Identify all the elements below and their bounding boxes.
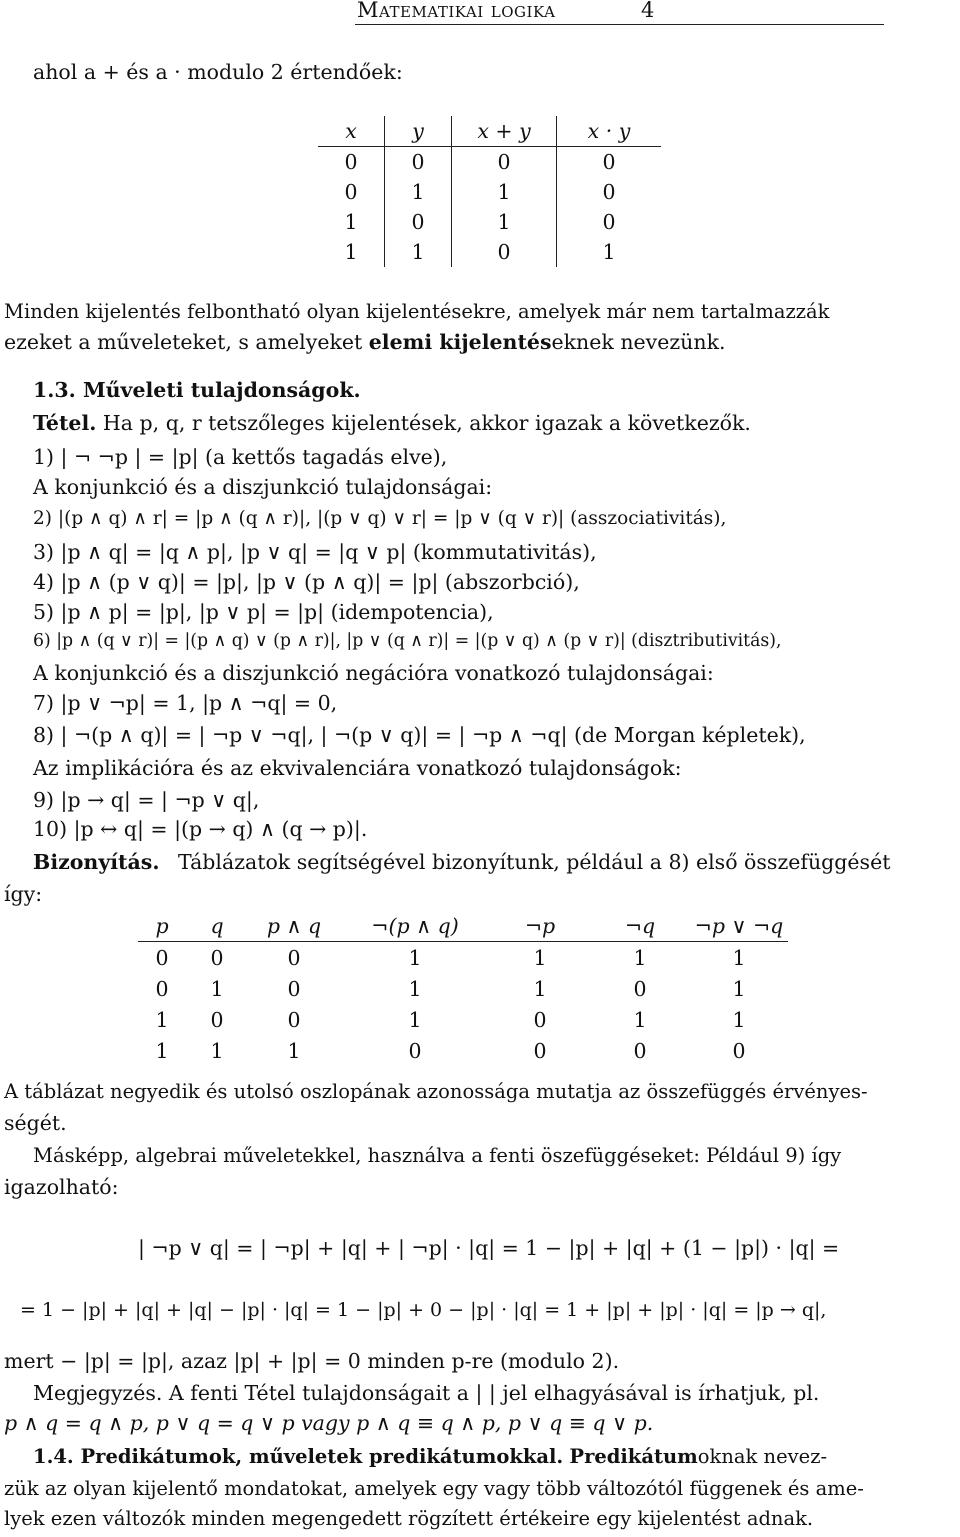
running-header-title: Matematikai logika [357, 0, 556, 22]
property-7: 7) |p ∨ ¬p| = 1, |p ∧ ¬q| = 0, [33, 691, 338, 715]
paragraph-text: oknak nevez- [697, 1445, 828, 1468]
truth-table-de-morgan [138, 910, 788, 1066]
table-row [318, 177, 661, 207]
equation-line-2: = 1 − |p| + |q| + |q| − |p| · |q| = 1 − |p| + 0 − |p| · |q| = 1 + |p| + |p| · |q| = |p → q|, [20, 1299, 827, 1321]
property-8: 8) | ¬(p ∧ q)| = | ¬p ∨ ¬q|, | ¬(p ∨ q)| = | ¬p ∧ ¬q| (de Morgan képletek), [33, 723, 806, 747]
property-10: 10) |p ↔ q| = |(p → q) ∧ (q → p)|. [33, 817, 368, 841]
table-header-cell: y [385, 116, 452, 147]
table-cell: 0 [155, 976, 169, 1001]
table-cell: 0 [210, 1007, 224, 1032]
property-4: 4) |p ∧ (p ∨ q)| = |p|, |p ∨ (p ∧ q)| = |p| (abszorbció), [33, 570, 580, 594]
paragraph-line: Minden kijelentés felbontható olyan kijelentésekre, amelyek már nem tartalmazzák [4, 300, 830, 323]
paragraph-line: zük az olyan kijelentő mondatokat, amelyek egy vagy több változótól függenek és ame- [4, 1477, 864, 1500]
table-cell: 0 [318, 147, 385, 178]
table-cell: 0 [533, 1038, 547, 1063]
table-cell: 1 [408, 1007, 422, 1032]
table-cell: 1 [318, 237, 385, 267]
table-cell: 1 [602, 240, 616, 264]
paragraph-line: Másképp, algebrai műveletekkel, használva a fenti öszefüggéseket: Például 9) így [33, 1144, 842, 1167]
table-cell: 0 [318, 177, 385, 207]
section-1-4-line [33, 1445, 827, 1468]
table-cell: 0 [533, 1007, 547, 1032]
table-cell: 1 [318, 207, 385, 237]
table-cell: 1 [452, 207, 557, 237]
table-cell: 1 [155, 1007, 169, 1032]
table-cell: 1 [732, 945, 746, 970]
table-cell: 1 [287, 1038, 301, 1063]
table-header-row [318, 116, 661, 147]
property-heading: A konjunkció és a diszjunkció negációra vonatkozó tulajdonságai: [33, 661, 714, 685]
property-heading: A konjunkció és a diszjunkció tulajdonságai: [33, 475, 493, 499]
paragraph-line [4, 330, 726, 354]
table-cell: 1 [452, 177, 557, 207]
table-row [318, 237, 661, 267]
theorem-text: Ha p, q, r tetszőleges kijelentések, akkor igazak a következők. [102, 411, 751, 435]
property-9: 9) |p → q| = | ¬p ∨ q|, [33, 788, 260, 812]
table-header-cell: ¬p ∨ ¬q [690, 910, 788, 942]
intro-text: ahol a + és a · modulo 2 értendőek: [33, 60, 403, 84]
table-cell: 0 [602, 150, 616, 174]
table-cell: 1 [408, 976, 422, 1001]
table-header-row [138, 910, 788, 942]
table-cell: 0 [452, 147, 557, 178]
table-cell: 1 [533, 976, 547, 1001]
proof-line [33, 850, 890, 874]
table-cell: 0 [633, 1038, 647, 1063]
table-cell: 0 [602, 180, 616, 204]
table-header-cell: x [318, 116, 385, 147]
table-header-cell: ¬(p ∧ q) [340, 910, 490, 942]
note-formula-line: p ∧ q = q ∧ p, p ∨ q = q ∨ p vagy p ∧ q ≡ q ∧ p, p ∨ q ≡ q ∨ p. [4, 1411, 654, 1435]
table-row [318, 207, 661, 237]
table-row [138, 1035, 788, 1066]
truth-table-mod2 [318, 116, 661, 267]
table-cell: 0 [452, 237, 557, 267]
term-bold: Predikátum [569, 1445, 698, 1468]
section-heading: 1.4. Predikátumok, műveletek predikátumokkal. [33, 1445, 564, 1468]
term-bold: elemi kijelentés [368, 330, 552, 354]
paragraph-text: ezeket a műveleteket, s amelyeket [4, 330, 369, 354]
property-2: 2) |(p ∧ q) ∧ r| = |p ∧ (q ∧ r)|, |(p ∨ q) ∨ r| = |p ∨ (q ∨ r)| (asszociativitás), [33, 508, 727, 529]
table-cell: 0 [287, 1007, 301, 1032]
theorem-line [33, 411, 751, 435]
table-header-cell: q [186, 910, 248, 942]
table-header-cell: x · y [557, 116, 662, 147]
property-5: 5) |p ∧ p| = |p|, |p ∨ p| = |p| (idempotencia), [33, 600, 494, 624]
table-cell: 1 [633, 945, 647, 970]
proof-text: Táblázatok segítségével bizonyítunk, például a 8) első összefüggését [178, 850, 891, 874]
table-cell: 0 [210, 945, 224, 970]
paragraph-line: lyek ezen változók minden megengedett rögzített értékeire egy kijelentést adnak. [4, 1507, 814, 1530]
table-cell: 1 [210, 976, 224, 1001]
table-cell: 0 [732, 1038, 746, 1063]
paragraph-line: igazolható: [4, 1175, 119, 1199]
theorem-label: Tétel. [33, 411, 97, 435]
property-1: 1) | ¬ ¬p | = |p| (a kettős tagadás elve), [33, 445, 448, 469]
table-cell: 0 [287, 945, 301, 970]
table-cell: 1 [732, 1007, 746, 1032]
table-row [138, 1004, 788, 1035]
proof-line: így: [4, 882, 43, 906]
paragraph-line: ségét. [4, 1111, 67, 1135]
table-header-cell: p ∧ q [248, 910, 340, 942]
property-3: 3) |p ∧ q| = |q ∧ p|, |p ∨ q| = |q ∨ p| (kommutativitás), [33, 540, 597, 564]
paragraph-line: mert − |p| = |p|, azaz |p| + |p| = 0 minden p-re (modulo 2). [4, 1349, 620, 1373]
table-cell: 1 [408, 945, 422, 970]
table-row [138, 942, 788, 974]
header-rule [355, 24, 884, 25]
paragraph-line: A táblázat negyedik és utolsó oszlopának azonossága mutatja az összefüggés érvényes- [4, 1080, 868, 1103]
property-6: 6) |p ∧ (q ∨ r)| = |(p ∧ q) ∨ (p ∧ r)|, |p ∨ (q ∧ r)| = |(p ∨ q) ∧ (p ∨ r)| (disztributivitás), [33, 631, 782, 651]
table-row [318, 147, 661, 178]
table-header-cell: ¬q [590, 910, 690, 942]
page-number: 4 [641, 0, 655, 22]
table-cell: 1 [732, 976, 746, 1001]
table-cell: 0 [287, 976, 301, 1001]
table-cell: 0 [633, 976, 647, 1001]
table-header-cell: x + y [452, 116, 557, 147]
table-cell: 0 [408, 1038, 422, 1063]
table-cell: 1 [385, 237, 452, 267]
table-cell: 0 [385, 207, 452, 237]
table-cell: 1 [210, 1038, 224, 1063]
table-cell: 1 [633, 1007, 647, 1032]
table-header-cell: ¬p [490, 910, 590, 942]
table-cell: 1 [385, 177, 452, 207]
table-cell: 1 [533, 945, 547, 970]
section-heading: 1.3. Műveleti tulajdonságok. [33, 378, 361, 402]
proof-label: Bizonyítás. [33, 850, 160, 874]
table-header-cell: p [138, 910, 186, 942]
property-heading: Az implikációra és az ekvivalenciára vonatkozó tulajdonságok: [33, 756, 682, 780]
equation-line-1: | ¬p ∨ q| = | ¬p| + |q| + | ¬p| · |q| = 1 − |p| + |q| + (1 − |p|) · |q| = [138, 1236, 840, 1260]
table-cell: 1 [155, 1038, 169, 1063]
table-cell: 0 [602, 210, 616, 234]
paragraph-text: eknek nevezünk. [551, 330, 726, 354]
table-row [138, 973, 788, 1004]
table-cell: 0 [155, 945, 169, 970]
table-cell: 0 [385, 147, 452, 178]
note-line: Megjegyzés. A fenti Tétel tulajdonságait a | | jel elhagyásával is írhatjuk, pl. [33, 1381, 820, 1405]
